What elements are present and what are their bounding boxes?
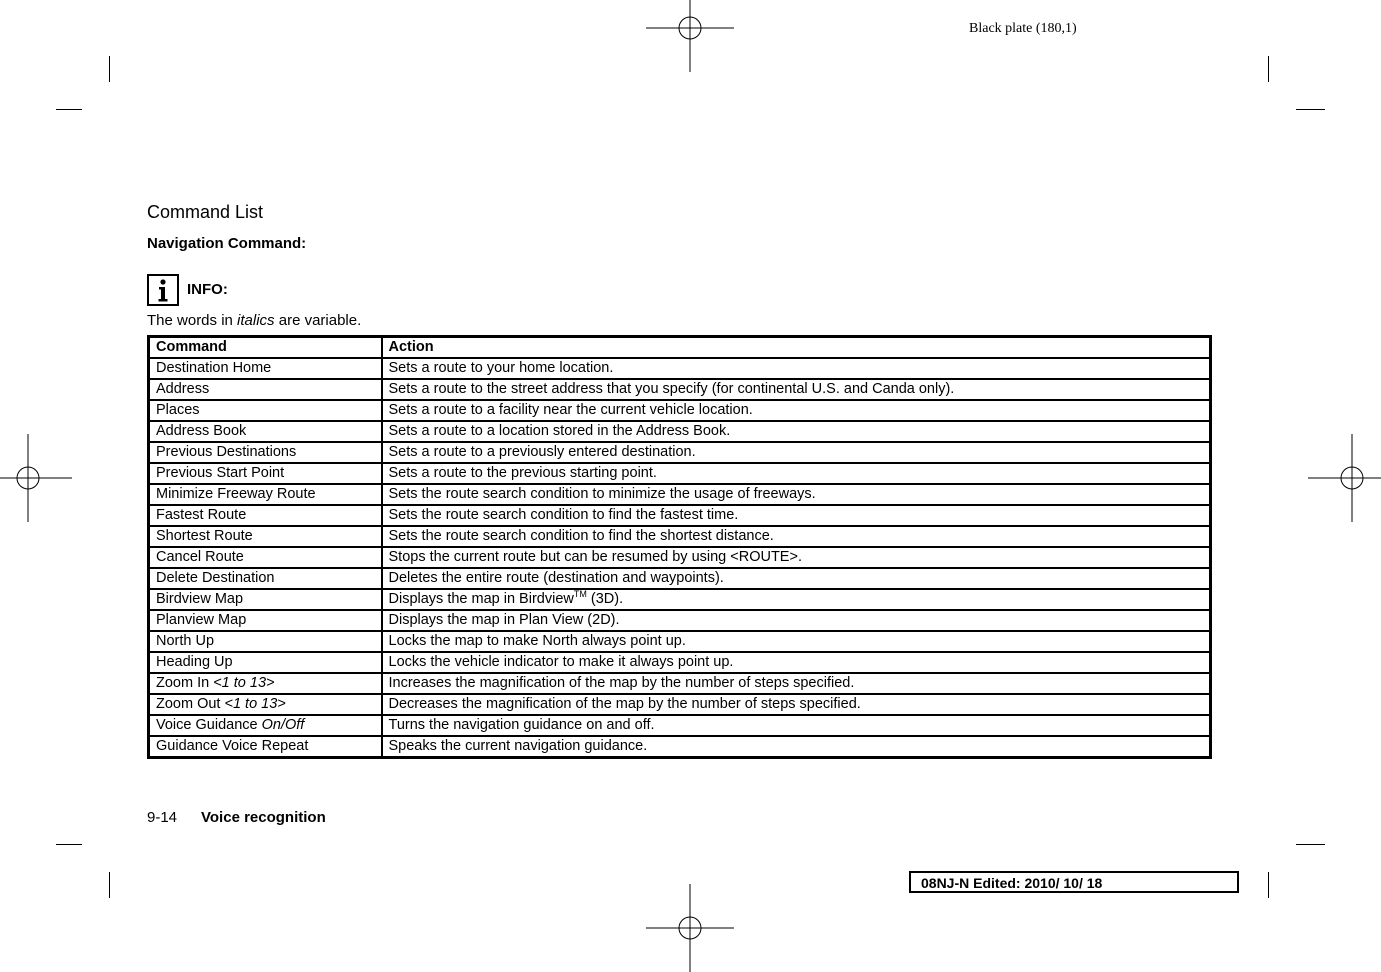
crop-mark [1268,872,1269,898]
crop-mark [109,872,110,898]
action-text: Sets the route search condition to find the fastest time. [388,507,739,523]
command-cell [149,736,382,758]
action-cell [382,694,1211,715]
command-text: North Up [156,633,215,649]
command-text: Minimize Freeway Route [156,486,316,502]
action-text: Sets the route search condition to minimize the usage of freeways. [388,486,816,502]
command-cell [149,526,382,547]
table-row [149,442,1211,463]
command-cell [149,463,382,484]
info-note [147,312,361,329]
table-row [149,631,1211,652]
trademark-superscript: TM [573,589,587,600]
table-row [149,505,1211,526]
table-row [149,694,1211,715]
command-text: Previous Start Point [156,465,285,481]
action-text: Sets a route to your home location. [388,360,614,376]
command-cell [149,652,382,673]
command-text: Zoom In [156,675,214,691]
command-text: Heading Up [156,654,233,670]
table-row [149,652,1211,673]
command-text: Fastest Route [156,507,247,523]
action-text: Speaks the current navigation guidance. [388,738,648,754]
crop-mark [1268,56,1269,82]
action-cell [382,463,1211,484]
table-row [149,736,1211,758]
command-text: Cancel Route [156,549,244,565]
action-text: Sets a route to a facility near the current vehicle location. [388,402,753,418]
command-text: Address [156,381,210,397]
action-text: Displays the map in Birdview [388,591,574,607]
action-cell [382,673,1211,694]
command-text: Voice Guidance [156,717,262,733]
action-cell [382,610,1211,631]
action-cell [382,547,1211,568]
command-cell [149,379,382,400]
command-text: Places [156,402,200,418]
command-cell [149,694,382,715]
command-cell [149,400,382,421]
command-cell [149,547,382,568]
command-cell [149,505,382,526]
command-cell [149,358,382,379]
command-variable: <1 to 13> [213,675,275,691]
column-header-action: Action [382,337,1211,359]
registration-mark-icon [646,884,734,972]
action-cell [382,421,1211,442]
action-cell [382,736,1211,758]
command-cell [149,715,382,736]
command-cell [149,610,382,631]
crop-mark [109,56,110,82]
table-row [149,358,1211,379]
command-text: Planview Map [156,612,247,628]
action-text: (3D). [586,591,624,607]
note-text: The words in [147,312,238,329]
command-table [147,335,1212,759]
crop-mark [56,109,82,110]
command-text: Guidance Voice Repeat [156,738,309,754]
command-text: Destination Home [156,360,272,376]
note-italic-text: italics [237,312,275,329]
action-cell [382,442,1211,463]
command-cell [149,589,382,610]
action-cell [382,589,1211,610]
action-text: Stops the current route but can be resumed by using <ROUTE>. [388,549,802,565]
action-cell [382,568,1211,589]
action-cell [382,484,1211,505]
registration-mark-icon [1308,434,1381,522]
subheading: Navigation Command: [147,235,307,252]
command-text: Shortest Route [156,528,253,544]
command-cell [149,631,382,652]
action-text: Sets a route to the street address that you specify (for continental U.S. and Canda only). [388,381,955,397]
table-row [149,547,1211,568]
command-text: Birdview Map [156,591,244,607]
table-row [149,400,1211,421]
table-row [149,379,1211,400]
note-text: are variable. [274,312,362,329]
action-text: Sets a route to the previous starting point. [388,465,657,481]
command-cell [149,568,382,589]
command-variable: <1 to 13> [224,696,286,712]
info-label: INFO: [187,281,228,298]
action-text: Increases the magnification of the map by the number of steps specified. [388,675,855,691]
action-text: Decreases the magnification of the map by the number of steps specified. [388,696,861,712]
column-header-command: Command [149,337,382,359]
action-cell [382,652,1211,673]
table-row [149,568,1211,589]
action-text: Locks the vehicle indicator to make it always point up. [388,654,734,670]
table-row [149,673,1211,694]
table-row [149,463,1211,484]
action-cell [382,505,1211,526]
crop-mark [1296,844,1325,845]
edit-stamp: 08NJ-N Edited: 2010/ 10/ 18 [909,871,1239,893]
info-icon [147,274,179,306]
command-variable: On/Off [261,717,305,733]
action-text: Locks the map to make North always point up. [388,633,686,649]
table-row [149,715,1211,736]
table-row [149,526,1211,547]
action-cell [382,715,1211,736]
command-text: Zoom Out [156,696,225,712]
action-cell [382,379,1211,400]
crop-mark [1296,109,1325,110]
command-cell [149,673,382,694]
command-cell [149,421,382,442]
action-cell [382,358,1211,379]
action-text: Sets a route to a location stored in the Address Book. [388,423,731,439]
table-row [149,589,1211,610]
table-row [149,484,1211,505]
table-body [149,358,1211,758]
footer-section-title: Voice recognition [201,809,326,826]
registration-mark-icon [0,434,72,522]
action-text: Sets a route to a previously entered destination. [388,444,696,460]
table-header-row [149,337,1211,359]
command-text: Delete Destination [156,570,275,586]
registration-mark-icon [646,0,734,72]
command-cell [149,484,382,505]
table-row [149,421,1211,442]
action-cell [382,400,1211,421]
command-text: Previous Destinations [156,444,297,460]
action-text: Sets the route search condition to find the shortest distance. [388,528,774,544]
action-cell [382,631,1211,652]
action-text: Displays the map in Plan View (2D). [388,612,620,628]
command-text: Address Book [156,423,247,439]
table-row [149,610,1211,631]
action-cell [382,526,1211,547]
action-text: Deletes the entire route (destination and waypoints). [388,570,724,586]
action-text: Turns the navigation guidance on and off. [388,717,655,733]
page-number: 9-14 [147,809,178,826]
plate-label: Black plate (180,1) [969,21,1077,36]
command-cell [149,442,382,463]
crop-mark [56,844,82,845]
section-title: Command List [147,202,264,222]
